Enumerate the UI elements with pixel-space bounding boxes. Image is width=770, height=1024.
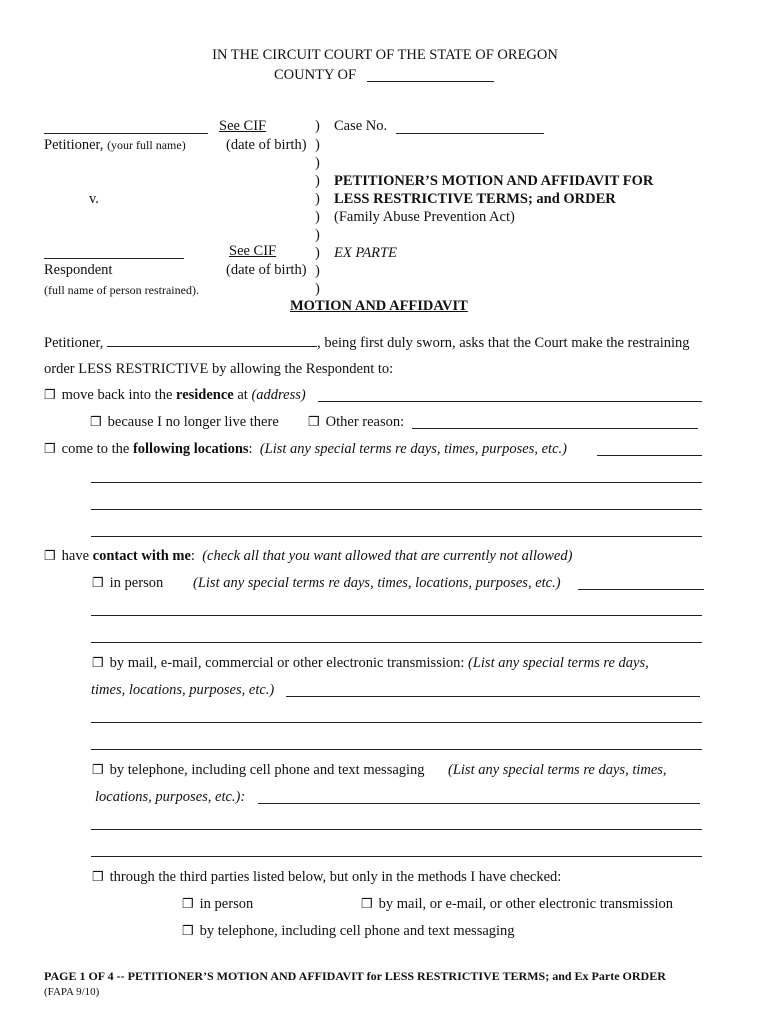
locations-option	[44, 441, 567, 458]
versus-label: v.	[89, 191, 99, 207]
respondent-sub-label: (full name of person restrained).	[44, 283, 199, 297]
in-person-field[interactable]	[578, 589, 704, 590]
paren: )	[315, 209, 320, 225]
petitioner-label	[44, 137, 186, 154]
county-field[interactable]	[367, 81, 494, 82]
mail-field-line[interactable]	[91, 749, 702, 750]
petitioner-label-text: Petitioner,	[44, 137, 104, 153]
locations-pre: come to the	[61, 441, 133, 457]
case-no-label: Case No.	[334, 118, 388, 134]
in-person-option	[92, 575, 163, 592]
mail-field[interactable]	[286, 696, 700, 697]
locations-bold: following locations	[132, 441, 249, 457]
mail-field-line[interactable]	[91, 722, 702, 723]
document-title-line2: LESS RESTRICTIVE TERMS; and ORDER	[334, 191, 616, 207]
section-title: MOTION AND AFFIDAVIT	[290, 298, 468, 314]
document-title-line1: PETITIONER’S MOTION AND AFFIDAVIT FOR	[334, 173, 654, 189]
phone-checkbox[interactable]: ❒	[92, 762, 104, 777]
mail-instructions-2: times, locations, purposes, etc.)	[91, 682, 275, 698]
intro-sworn-text: , being first duly sworn, asks that the Court make the restraining	[317, 335, 690, 351]
mail-checkbox[interactable]: ❒	[92, 655, 104, 670]
locations-field-line[interactable]	[91, 482, 702, 483]
in-person-field-line[interactable]	[91, 615, 702, 616]
paren: )	[315, 191, 320, 207]
tp-phone-label: by telephone, including cell phone and text messaging	[199, 923, 515, 939]
residence-pre: move back into the	[61, 387, 177, 403]
other-reason-label: Other reason:	[325, 414, 405, 430]
phone-instructions-2: locations, purposes, etc.):	[95, 789, 246, 805]
intro-petitioner: Petitioner,	[44, 335, 104, 351]
intro-line2: order LESS RESTRICTIVE by allowing the Respondent to:	[44, 361, 394, 377]
tp-in-person-label: in person	[199, 896, 254, 912]
locations-colon: :	[248, 441, 253, 457]
locations-checkbox[interactable]: ❒	[44, 441, 56, 456]
locations-field-line[interactable]	[91, 536, 702, 537]
phone-option	[92, 762, 425, 779]
residence-address-field[interactable]	[318, 401, 702, 402]
phone-field-line[interactable]	[91, 856, 702, 857]
contact-checkbox[interactable]: ❒	[44, 548, 56, 563]
paren: )	[315, 118, 320, 134]
third-parties-option	[92, 869, 561, 886]
locations-field-line[interactable]	[91, 509, 702, 510]
respondent-dob-label: (date of birth)	[226, 262, 307, 278]
intro-line1	[44, 334, 690, 352]
paren: )	[315, 263, 320, 279]
phone-label: by telephone, including cell phone and text messaging	[109, 762, 425, 778]
tp-phone-checkbox[interactable]: ❒	[182, 923, 194, 938]
contact-pre: have	[61, 548, 93, 564]
residence-post: at	[233, 387, 252, 403]
ex-parte-label: EX PARTE	[334, 245, 397, 261]
document-title-line3: (Family Abuse Prevention Act)	[334, 209, 515, 225]
other-reason-field[interactable]	[412, 428, 698, 429]
petitioner-name-field[interactable]	[44, 133, 208, 134]
mail-option	[92, 655, 649, 672]
mail-instructions: (List any special terms re days,	[468, 655, 649, 671]
court-header: IN THE CIRCUIT COURT OF THE STATE OF OREGON	[212, 47, 558, 63]
paren: )	[315, 137, 320, 153]
in-person-field-line[interactable]	[91, 642, 702, 643]
mail-label: by mail, e-mail, commercial or other electronic transmission:	[109, 655, 469, 671]
third-parties-label: through the third parties listed below, but only in the methods I have checked:	[109, 869, 562, 885]
paren: )	[315, 155, 320, 171]
petitioner-see-cif: See CIF	[219, 118, 267, 134]
petitioner-dob-label: (date of birth)	[226, 137, 307, 153]
tp-in-person-option	[182, 896, 253, 913]
tp-mail-option	[361, 896, 673, 913]
no-longer-live-option	[90, 414, 279, 431]
in-person-instructions: (List any special terms re days, times, locations, purposes, etc.)	[193, 575, 561, 591]
county-label: COUNTY OF	[274, 67, 357, 83]
phone-field[interactable]	[258, 803, 700, 804]
tp-mail-label: by mail, or e-mail, or other electronic transmission	[378, 896, 674, 912]
no-longer-live-checkbox[interactable]: ❒	[90, 414, 102, 429]
in-person-checkbox[interactable]: ❒	[92, 575, 104, 590]
contact-bold: contact with me	[92, 548, 191, 564]
residence-address-label: (address)	[251, 387, 306, 403]
no-longer-live-label: because I no longer live there	[107, 414, 279, 430]
respondent-name-field[interactable]	[44, 258, 184, 259]
residence-checkbox[interactable]: ❒	[44, 387, 56, 402]
residence-option	[44, 387, 306, 404]
phone-instructions: (List any special terms re days, times,	[448, 762, 667, 778]
contact-option	[44, 548, 572, 565]
tp-phone-option	[182, 923, 515, 940]
phone-field-line[interactable]	[91, 829, 702, 830]
in-person-label: in person	[109, 575, 164, 591]
paren: )	[315, 245, 320, 261]
respondent-see-cif: See CIF	[229, 243, 277, 259]
petitioner-name-input[interactable]	[107, 334, 317, 347]
paren: )	[315, 281, 320, 297]
tp-mail-checkbox[interactable]: ❒	[361, 896, 373, 911]
paren: )	[315, 173, 320, 189]
other-reason-option	[308, 414, 404, 431]
locations-field[interactable]	[597, 455, 702, 456]
paren: )	[315, 227, 320, 243]
third-parties-checkbox[interactable]: ❒	[92, 869, 104, 884]
tp-in-person-checkbox[interactable]: ❒	[182, 896, 194, 911]
case-no-field[interactable]	[396, 133, 544, 134]
contact-colon: :	[190, 548, 195, 564]
form-number: (FAPA 9/10)	[44, 986, 100, 998]
locations-instructions: (List any special terms re days, times, purposes, etc.)	[259, 441, 567, 457]
page-footer: PAGE 1 OF 4 -- PETITIONER’S MOTION AND AFFIDAVIT for LESS RESTRICTIVE TERMS; and Ex Parte ORDER	[44, 969, 666, 983]
petitioner-sub-label: (your full name)	[107, 138, 186, 152]
residence-bold: residence	[176, 387, 234, 403]
contact-instructions: (check all that you want allowed that are currently not allowed)	[202, 548, 573, 564]
respondent-label: Respondent	[44, 262, 113, 278]
other-reason-checkbox[interactable]: ❒	[308, 414, 320, 429]
